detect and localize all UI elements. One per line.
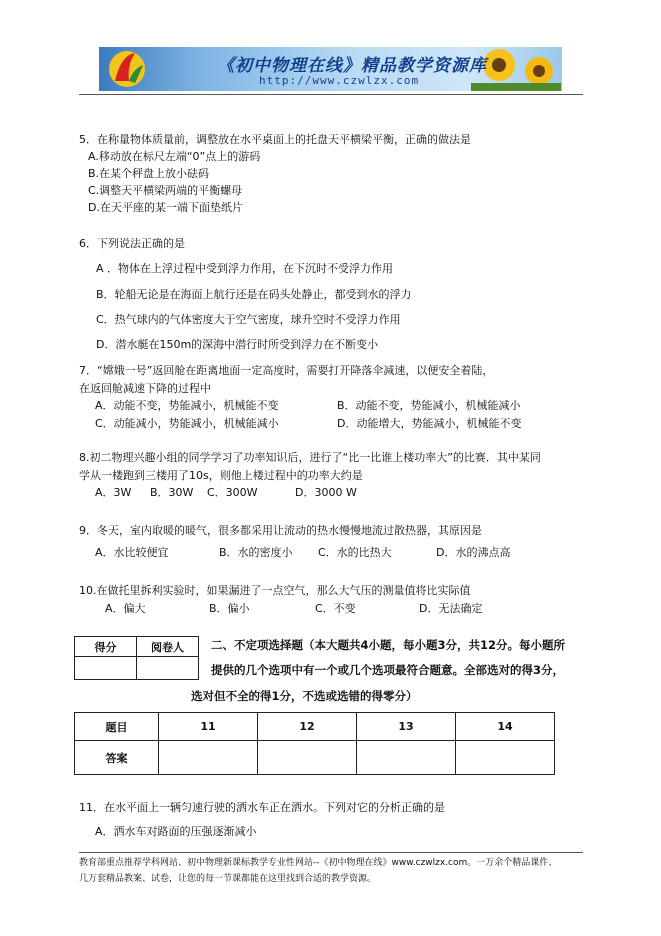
q8-option-c: C．300W	[207, 486, 258, 499]
section2-line1: 二、不定项选择题（本大题共4小题，每小题3分，共12分。每小题所	[211, 638, 566, 652]
section2-line3: 选对但不全的得1分，不选或选错的得零分）	[191, 689, 418, 703]
header-banner	[99, 47, 562, 91]
q6-option-b: B．轮船无论是在海面上航行还是在码头处静止，都受到水的浮力	[96, 288, 412, 301]
q10-option-b: B．偏小	[209, 602, 250, 615]
score-box-grader-label: 阅卷人	[137, 637, 199, 657]
answer-table-answer-label: 答案	[75, 741, 159, 775]
answer-cell-12[interactable]	[258, 741, 357, 775]
q5-stem: 5．在称量物体质量前，调整放在水平桌面上的托盘天平横梁平衡，正确的做法是	[79, 133, 471, 146]
q6-option-c: C．热气球内的气体密度大于空气密度，球升空时不受浮力作用	[96, 313, 401, 326]
score-box-grader-cell[interactable]	[137, 657, 199, 680]
q5-option-b: B.在某个秤盘上放小砝码	[88, 167, 210, 180]
banner-url: http://www.czwlzx.com	[259, 74, 420, 87]
q7-option-c: C．动能减小，势能减小，机械能减小	[95, 417, 279, 430]
answer-table-header-label: 题目	[75, 713, 159, 741]
score-box-score-cell[interactable]	[75, 657, 137, 680]
q6-option-d: D．潜水艇在150m的深海中潜行时所受到浮力在不断变小	[96, 338, 379, 351]
answer-cell-13[interactable]	[357, 741, 456, 775]
q5-option-d: D.在天平座的某一端下面垫纸片	[88, 201, 243, 214]
q7-option-a: A．动能不变，势能减小，机械能不变	[95, 399, 279, 412]
q7-option-d: D．动能增大，势能减小，机械能不变	[337, 417, 522, 430]
footer-line1: 教育部重点推荐学科网站、初中物理新课标教学专业性网站--《初中物理在线》www.czwlzx.com。一万余个精品课件、	[79, 858, 558, 868]
score-box	[74, 636, 199, 680]
q8-stem-line1: 8.初二物理兴趣小组的同学学习了功率知识后，进行了“比一比谁上楼功率大”的比赛．其中某同	[79, 451, 541, 464]
q10-stem: 10.在做托里拆利实验时，如果漏进了一点空气，那么大气压的测量值将比实际值	[79, 584, 471, 597]
q9-option-c: C．水的比热大	[318, 546, 392, 559]
q7-stem-line1: 7．“嫦娥一号”返回舱在距离地面一定高度时，需要打开降落伞减速，以便安全着陆，	[79, 364, 494, 377]
section2-line2: 提供的几个选项中有一个或几个选项最符合题意。全部选对的得3分，	[211, 663, 564, 677]
q5-option-a: A.移动放在标尺左端“0”点上的游码	[88, 150, 261, 163]
answer-table-number-14: 14	[456, 713, 555, 741]
q10-option-a: A．偏大	[105, 602, 146, 615]
q9-option-b: B．水的密度小	[219, 546, 293, 559]
answer-table-number-12: 12	[258, 713, 357, 741]
answer-cell-14[interactable]	[456, 741, 555, 775]
header-rule	[79, 94, 583, 95]
footer-line2: 几万套精品教案、试卷，让您的每一节课都能在这里找到合适的教学资源。	[79, 874, 377, 884]
q5-option-c: C.调整天平横梁两端的平衡螺母	[88, 184, 243, 197]
q9-option-a: A．水比较便宜	[95, 546, 169, 559]
q7-stem-line2: 在返回舱减速下降的过程中	[79, 382, 211, 395]
q11-option-a: A．洒水车对路面的压强逐渐减小	[95, 825, 257, 838]
banner-title: 《初中物理在线》精品教学资源库	[217, 56, 487, 76]
answer-table-number-13: 13	[357, 713, 456, 741]
answer-table-number-11: 11	[159, 713, 258, 741]
q9-option-d: D．水的沸点高	[436, 546, 511, 559]
q10-option-d: D．无法确定	[419, 602, 483, 615]
q7-option-b: B．动能不变，势能减小，机械能减小	[337, 399, 521, 412]
q6-stem: 6．下列说法正确的是	[79, 237, 185, 250]
q8-option-b: B．30W	[150, 486, 194, 499]
q8-stem-line2: 学从一楼跑到三楼用了10s，则他上楼过程中的功率大约是	[79, 469, 363, 482]
site-logo	[105, 47, 151, 91]
q8-option-d: D．3000 W	[295, 486, 357, 499]
q10-option-c: C．不变	[315, 602, 356, 615]
answer-cell-11[interactable]	[159, 741, 258, 775]
score-box-score-label: 得分	[75, 637, 137, 657]
q8-option-a: A．3W	[95, 486, 132, 499]
q9-stem: 9．冬天，室内取暖的暖气，很多都采用让流动的热水慢慢地流过散热器，其原因是	[79, 524, 482, 537]
answer-table	[74, 712, 555, 775]
footer-rule	[79, 852, 583, 853]
q11-stem: 11．在水平面上一辆匀速行驶的洒水车正在洒水。下列对它的分析正确的是	[79, 801, 445, 814]
q6-option-a: A ．物体在上浮过程中受到浮力作用，在下沉时不受浮力作用	[96, 262, 394, 275]
